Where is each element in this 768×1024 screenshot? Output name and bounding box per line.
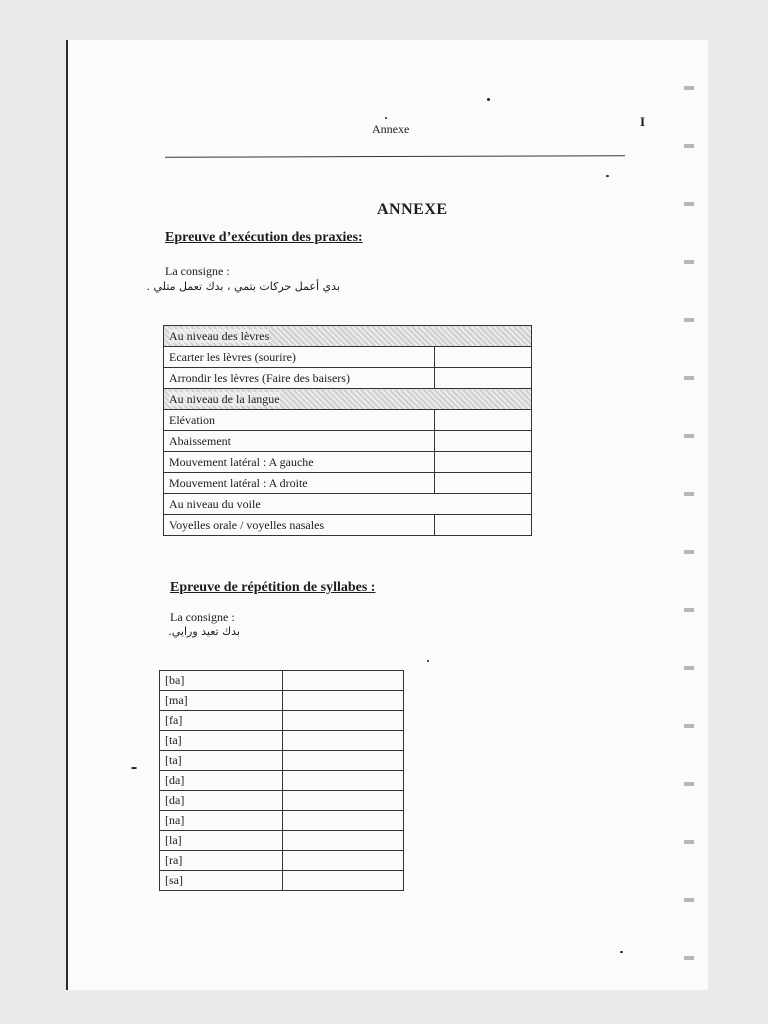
syllabes-instruction-arabic: بدك تعيد ورايي.	[168, 625, 240, 638]
praxies-response-cell	[435, 368, 532, 389]
praxies-response-cell	[435, 410, 532, 431]
praxies-instruction-label: La consigne :	[165, 264, 230, 278]
praxies-row	[164, 368, 532, 389]
syllable-row	[160, 871, 404, 891]
syllable-response-cell	[283, 831, 404, 851]
syllable-response-cell	[283, 771, 404, 791]
page-number: I	[640, 114, 646, 129]
syllabes-table	[159, 670, 404, 891]
praxies-row	[164, 473, 532, 494]
praxies-group-row	[164, 389, 532, 410]
scan-margin-marks	[684, 50, 694, 980]
syllable-row	[160, 731, 404, 751]
syllable-response-cell	[283, 711, 404, 731]
syllable-label: [sa]	[160, 871, 283, 891]
syllable-row	[160, 811, 404, 831]
syllable-label: [da]	[160, 771, 283, 791]
scan-speck	[487, 98, 490, 101]
syllable-row	[160, 711, 404, 731]
praxies-item-label: Ecarter les lèvres (sourire)	[164, 347, 435, 368]
syllable-response-cell	[283, 731, 404, 751]
syllable-label: [na]	[160, 811, 283, 831]
praxies-row	[164, 410, 532, 431]
syllable-row	[160, 751, 404, 771]
praxies-group-label: Au niveau des lèvres	[169, 328, 270, 343]
praxies-row	[164, 515, 532, 536]
syllable-row	[160, 671, 404, 691]
praxies-group-row	[164, 326, 532, 347]
praxies-row	[164, 452, 532, 473]
syllable-row	[160, 691, 404, 711]
praxies-group-label: Au niveau de la langue	[169, 391, 280, 406]
scan-speck	[131, 767, 137, 769]
syllable-label: [ba]	[160, 671, 283, 691]
praxies-item-label: Arrondir les lèvres (Faire des baisers)	[164, 368, 435, 389]
praxies-section-title: Epreuve d’exécution des praxies:	[165, 230, 363, 245]
scan-speck	[606, 175, 609, 177]
praxies-item-label: Abaissement	[164, 431, 435, 452]
praxies-item-label: Voyelles orale / voyelles nasales	[164, 515, 435, 536]
scan-speck	[385, 117, 387, 119]
syllable-label: [ra]	[160, 851, 283, 871]
syllable-response-cell	[283, 671, 404, 691]
syllable-label: [fa]	[160, 711, 283, 731]
syllabes-section-title: Epreuve de répétition de syllabes :	[170, 580, 376, 595]
running-header: Annexe	[372, 122, 410, 136]
syllable-row	[160, 851, 404, 871]
syllabes-instruction-label: La consigne :	[170, 610, 235, 624]
praxies-item-label: Elévation	[164, 410, 435, 431]
praxies-group-header	[164, 494, 532, 515]
praxies-group-row	[164, 494, 532, 515]
syllable-response-cell	[283, 851, 404, 871]
praxies-response-cell	[435, 431, 532, 452]
scan-speck	[620, 951, 623, 953]
praxies-instruction-arabic: بدي أعمل حركات بتمي ، بدك تعمل متلي .	[146, 280, 340, 293]
syllable-label: [ta]	[160, 731, 283, 751]
document-title: ANNEXE	[377, 201, 448, 218]
syllable-label: [ma]	[160, 691, 283, 711]
syllable-row	[160, 771, 404, 791]
syllable-response-cell	[283, 691, 404, 711]
praxies-group-label: Au niveau du voile	[169, 496, 261, 511]
praxies-row	[164, 431, 532, 452]
praxies-response-cell	[435, 473, 532, 494]
syllable-response-cell	[283, 751, 404, 771]
syllable-response-cell	[283, 871, 404, 891]
syllable-label: [da]	[160, 791, 283, 811]
praxies-table	[163, 325, 532, 536]
praxies-response-cell	[435, 515, 532, 536]
praxies-item-label: Mouvement latéral : A droite	[164, 473, 435, 494]
praxies-response-cell	[435, 452, 532, 473]
praxies-response-cell	[435, 347, 532, 368]
praxies-group-header	[164, 326, 532, 347]
syllable-label: [la]	[160, 831, 283, 851]
praxies-group-header	[164, 389, 532, 410]
praxies-item-label: Mouvement latéral : A gauche	[164, 452, 435, 473]
scan-speck	[427, 660, 429, 662]
syllable-label: [ta]	[160, 751, 283, 771]
syllable-response-cell	[283, 791, 404, 811]
syllable-row	[160, 831, 404, 851]
praxies-row	[164, 347, 532, 368]
syllable-response-cell	[283, 811, 404, 831]
syllable-row	[160, 791, 404, 811]
